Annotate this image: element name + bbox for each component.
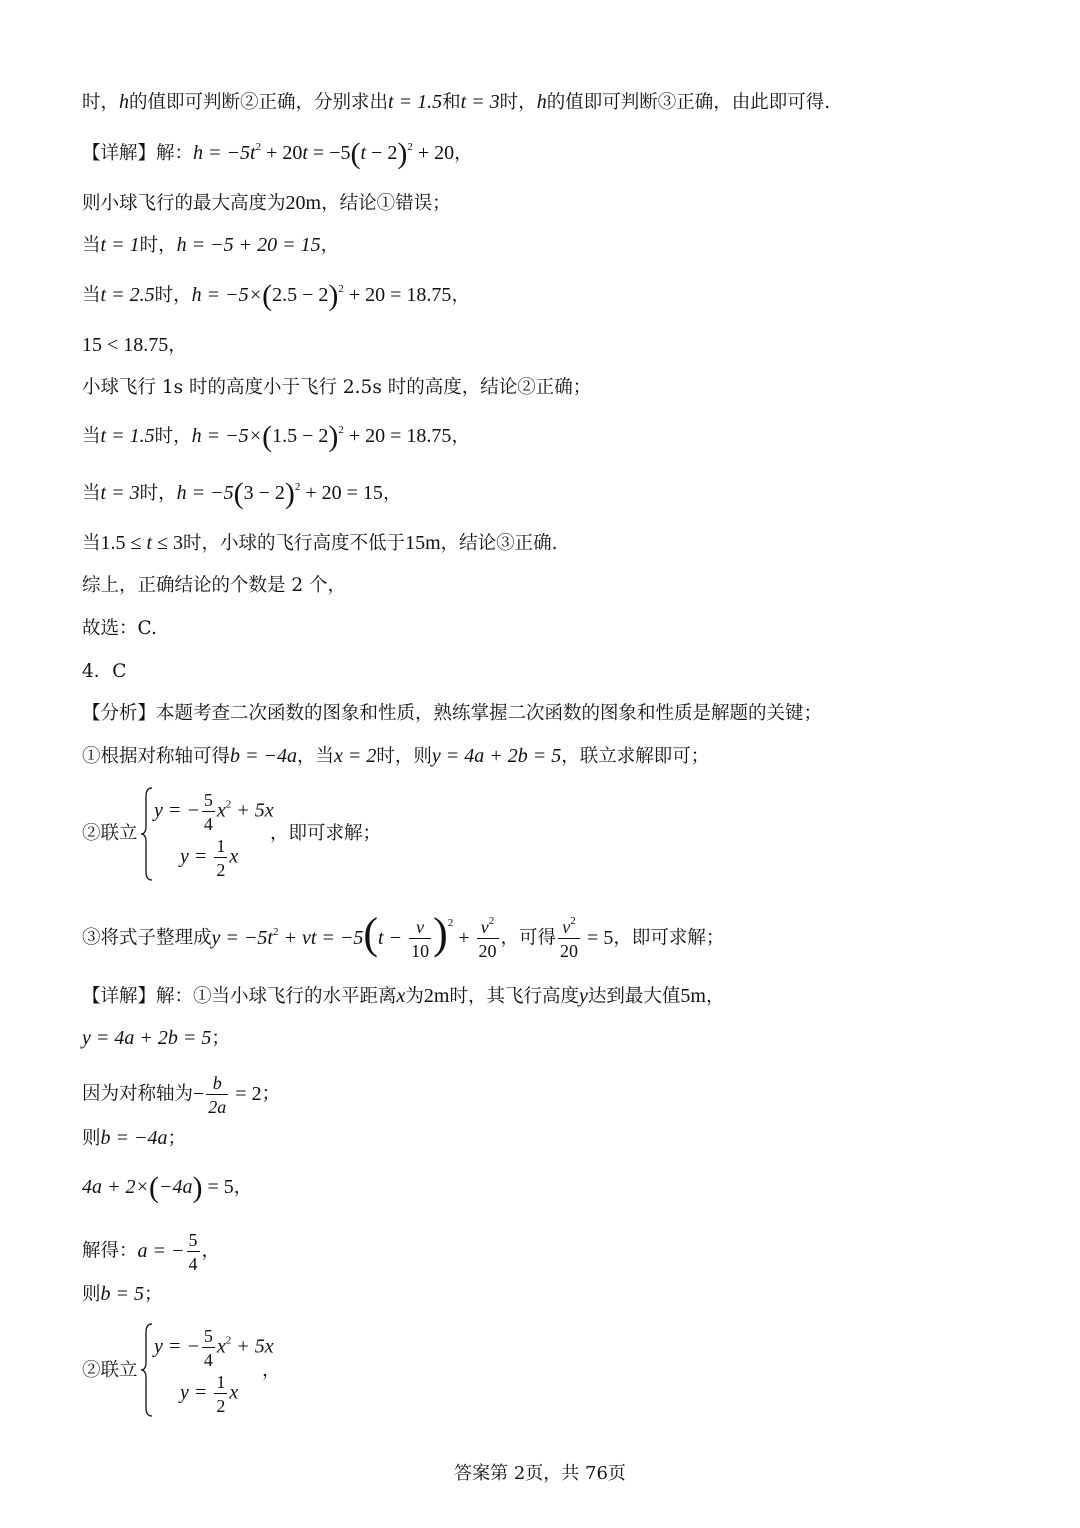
text: 达到最大值 bbox=[587, 986, 681, 1007]
math: h bbox=[536, 91, 547, 113]
brace-icon bbox=[140, 1322, 154, 1418]
text-line bbox=[82, 1231, 220, 1273]
text-line bbox=[82, 477, 402, 510]
equation-system bbox=[140, 1322, 280, 1418]
text: ， bbox=[233, 1177, 253, 1198]
text: 【详解】解：①当小球飞行的水平距离 bbox=[82, 986, 397, 1007]
text: 时， bbox=[139, 483, 177, 504]
equation-row: y = − $\frac{5}{4}$ $x^2 + 5x$ bbox=[154, 1326, 274, 1370]
text: ； bbox=[261, 1083, 281, 1105]
text: 4．C bbox=[82, 661, 127, 682]
math: 5m bbox=[680, 985, 706, 1007]
math: x bbox=[396, 985, 406, 1007]
text: 当 bbox=[82, 426, 101, 447]
text-line bbox=[82, 375, 591, 401]
text-line bbox=[82, 332, 187, 359]
text: ， bbox=[454, 143, 473, 164]
math: t = 1.5 bbox=[100, 425, 155, 447]
text-line bbox=[82, 1171, 253, 1204]
text: 时，其飞行高度 bbox=[449, 986, 579, 1007]
text: 时，则 bbox=[376, 746, 432, 767]
equation-row: y = − $\frac{5}{4}$ $x^2 + 5x$ bbox=[154, 790, 274, 834]
math: t = 3 bbox=[100, 482, 140, 504]
text: 和 bbox=[442, 92, 461, 113]
text: ②联立 bbox=[82, 823, 138, 844]
text: ，可得 bbox=[500, 927, 557, 949]
text-line bbox=[82, 1125, 186, 1152]
text-line bbox=[82, 1025, 230, 1052]
text: 当 bbox=[82, 483, 101, 504]
text: 【分析】本题考查二次函数的图象和性质，熟练掌握二次函数的图象和性质是解题的关键； bbox=[82, 703, 823, 724]
text: 解得： bbox=[82, 1240, 138, 1262]
text-line bbox=[82, 1358, 138, 1384]
math: 1.5 ≤ t ≤ 3 bbox=[100, 532, 184, 554]
equation-system bbox=[140, 786, 280, 882]
text: 小球飞行 1s 时的高度小于飞行 2.5s 时的高度，结论②正确； bbox=[82, 377, 592, 398]
math: $h = -5\times(2.5 - 2)^2 + 20 = 18.75$ bbox=[191, 279, 452, 312]
text: 因为对称轴为 bbox=[82, 1083, 194, 1105]
text: ， bbox=[320, 235, 340, 256]
text: 则 bbox=[82, 1284, 101, 1305]
math: a = − $\frac{5}{4}$ bbox=[137, 1230, 198, 1274]
text: 时， bbox=[499, 92, 537, 113]
text: 时， bbox=[154, 285, 192, 306]
page-footer: 答案第 2页，共 76页 bbox=[454, 1463, 626, 1484]
text-line bbox=[82, 821, 138, 847]
text: ， bbox=[201, 1240, 221, 1262]
math: b = −4a bbox=[100, 1127, 168, 1149]
text: 则 bbox=[82, 1128, 101, 1149]
math: b = −4a bbox=[230, 745, 298, 767]
math: $h = -5\times(1.5 - 2)^2 + 20 = 18.75$ bbox=[191, 420, 452, 453]
question-number bbox=[82, 659, 126, 685]
text: ，联立求解即可； bbox=[561, 746, 710, 767]
text-line bbox=[82, 530, 558, 557]
text: 当 bbox=[82, 235, 101, 256]
text: 则小球飞行的最大高度为 bbox=[82, 193, 286, 214]
math: y = 4a + 2b = 5 bbox=[431, 745, 562, 767]
text: ②联立 bbox=[82, 1360, 138, 1381]
math: 15m bbox=[405, 532, 441, 554]
math: t = 1.5 bbox=[388, 91, 443, 113]
math: 20m bbox=[285, 192, 322, 214]
math: b = 5 bbox=[100, 1283, 145, 1305]
math: $\frac{v^2}{20}$ = 5 bbox=[560, 915, 614, 961]
math: y = 4a + 2b = 5 bbox=[82, 1027, 212, 1049]
text: ， bbox=[262, 1360, 281, 1381]
text-line bbox=[82, 573, 346, 599]
math: 15 < 18.75 bbox=[82, 334, 169, 356]
text: ， bbox=[451, 426, 470, 447]
text: ， bbox=[382, 483, 402, 504]
math: h bbox=[119, 91, 130, 113]
text: ； bbox=[144, 1284, 163, 1305]
text: 故选：C. bbox=[82, 618, 157, 639]
math: y bbox=[579, 985, 588, 1007]
math: − $\frac{b}{2a}$ = 2 bbox=[193, 1073, 262, 1117]
text-line bbox=[82, 89, 830, 116]
text-line bbox=[262, 1358, 281, 1384]
text: ， bbox=[168, 335, 187, 356]
text-line bbox=[82, 137, 473, 170]
brace-icon bbox=[140, 786, 154, 882]
text-line bbox=[82, 701, 822, 727]
text: ； bbox=[211, 1028, 230, 1049]
text: 时， bbox=[154, 426, 192, 447]
math: $y = -5t^2$ + vt = −5(t − $\frac{v}{10}$ )$^2$ + $\frac{v^2}{20}$ bbox=[211, 908, 497, 961]
text: 综上，正确结论的个数是 2 个， bbox=[82, 575, 347, 596]
math: $h = -5(3 - 2)^2 + 20 = 15$ bbox=[176, 477, 383, 510]
text: 时， bbox=[139, 235, 177, 256]
text: ， bbox=[705, 986, 725, 1007]
text: 【详解】解： bbox=[82, 143, 194, 164]
math: 4a + 2×(−4a) = 5 bbox=[82, 1171, 234, 1204]
text: 的值即可判断②正确，分别求出 bbox=[129, 92, 389, 113]
text: 时，小球的飞行高度不低于 bbox=[183, 533, 406, 554]
text: 时， bbox=[82, 92, 120, 113]
equation-row: y = $\frac{1}{2}$ x bbox=[180, 836, 239, 880]
math: h = −5 + 20 = 15 bbox=[176, 234, 321, 256]
text-line bbox=[82, 1074, 280, 1116]
text-line bbox=[82, 743, 709, 770]
math: t = 2.5 bbox=[100, 284, 155, 306]
text: 当 bbox=[82, 285, 101, 306]
text: ，当 bbox=[297, 746, 335, 767]
math: $h = -5t^2 + 20t = -5(t - 2)^2 + 20$ bbox=[193, 137, 455, 170]
equation-row: y = $\frac{1}{2}$ x bbox=[180, 1372, 239, 1416]
text-line bbox=[82, 983, 724, 1010]
math: x = 2 bbox=[334, 745, 377, 767]
text: ， bbox=[451, 285, 470, 306]
text-line bbox=[82, 190, 451, 217]
text-line bbox=[82, 420, 470, 453]
text-line bbox=[82, 616, 157, 642]
math: 2m bbox=[423, 985, 450, 1007]
text-line bbox=[82, 1281, 163, 1308]
text: ，即可求解； bbox=[613, 927, 725, 949]
text: 当 bbox=[82, 533, 101, 554]
text: 为 bbox=[405, 986, 424, 1007]
text: ③将式子整理成 bbox=[82, 927, 212, 949]
text-line bbox=[82, 279, 470, 312]
text: ，结论③正确. bbox=[440, 533, 558, 554]
math: t = 1 bbox=[100, 234, 140, 256]
text: ①根据对称轴可得 bbox=[82, 746, 231, 767]
text: ，结论①错误； bbox=[321, 193, 451, 214]
text-line bbox=[270, 821, 381, 847]
text: ，即可求解； bbox=[270, 823, 382, 844]
text: ； bbox=[167, 1128, 187, 1149]
text: 的值即可判断③正确，由此即可得. bbox=[546, 92, 831, 113]
text-line bbox=[82, 232, 339, 259]
math: t = 3 bbox=[460, 91, 500, 113]
text-line bbox=[82, 908, 725, 961]
